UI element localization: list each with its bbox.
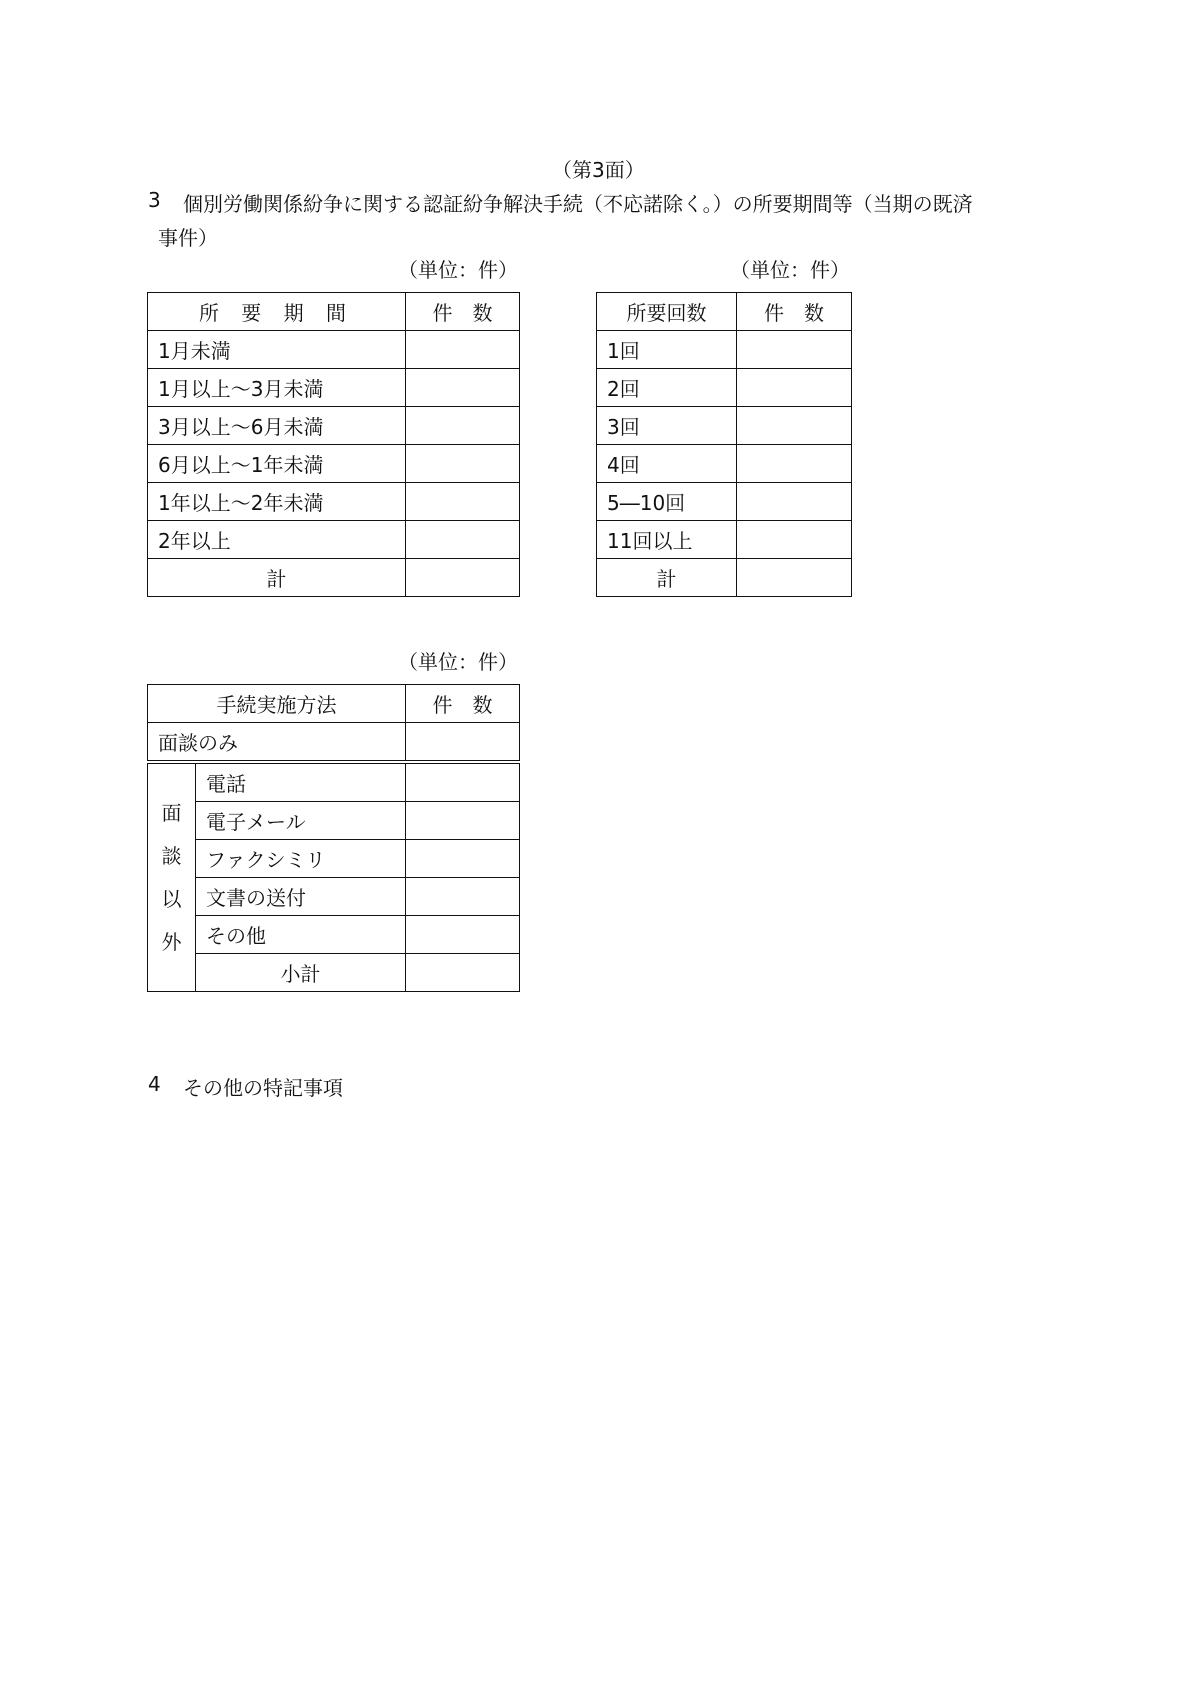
table-row-subtotal	[148, 954, 520, 992]
count-cell[interactable]	[737, 445, 852, 483]
table-row	[148, 723, 520, 763]
count-cell[interactable]	[406, 331, 520, 369]
non-interview-group-label	[148, 762, 196, 992]
section-4-number: 4	[148, 1072, 161, 1096]
period-label: 6月以上～1年未満	[148, 445, 406, 483]
unit-label-sessions: （単位：件）	[730, 258, 850, 282]
period-label: 1年以上～2年未満	[148, 483, 406, 521]
table-row	[148, 802, 520, 840]
table-row	[148, 840, 520, 878]
table-row	[148, 916, 520, 954]
table-row	[148, 369, 520, 407]
total-label: 計	[148, 559, 406, 597]
count-cell[interactable]	[406, 916, 520, 954]
method-label: 文書の送付	[196, 878, 406, 916]
unit-label-method: （単位：件）	[398, 650, 518, 674]
count-cell[interactable]	[406, 954, 520, 992]
table-row	[148, 878, 520, 916]
period-label: 1月以上～3月未満	[148, 369, 406, 407]
sessions-label: 1回	[597, 331, 737, 369]
table-row	[597, 331, 852, 369]
count-cell[interactable]	[406, 762, 520, 802]
subtotal-label: 小計	[196, 954, 406, 992]
section-3-title-line1: 個別労働関係紛争に関する認証紛争解決手続（不応諾除く。）の所要期間等（当期の既済	[183, 192, 973, 216]
count-cell[interactable]	[406, 369, 520, 407]
table-row-total	[597, 559, 852, 597]
period-table	[147, 292, 520, 597]
section-3-title-line2: 事件）	[158, 226, 218, 250]
group-char: 外	[161, 929, 182, 954]
table-row-total	[148, 559, 520, 597]
count-header: 件 数	[406, 293, 520, 331]
table-row	[148, 483, 520, 521]
count-cell[interactable]	[737, 521, 852, 559]
count-cell[interactable]	[737, 331, 852, 369]
period-label: 3月以上～6月未満	[148, 407, 406, 445]
unit-label-period: （単位：件）	[398, 258, 518, 282]
table-row	[148, 445, 520, 483]
sessions-label: 4回	[597, 445, 737, 483]
count-cell[interactable]	[737, 559, 852, 597]
method-label: 電子メール	[196, 802, 406, 840]
sessions-header: 所要回数	[597, 293, 737, 331]
count-cell[interactable]	[406, 559, 520, 597]
section-3-number: 3	[148, 188, 161, 212]
table-row	[597, 445, 852, 483]
period-label: 1月未満	[148, 331, 406, 369]
count-cell[interactable]	[737, 407, 852, 445]
count-cell[interactable]	[406, 723, 520, 763]
total-label: 計	[597, 559, 737, 597]
method-label: 電話	[196, 762, 406, 802]
count-cell[interactable]	[406, 483, 520, 521]
method-label: 面談のみ	[148, 723, 406, 763]
method-table	[147, 684, 520, 992]
method-label: ファクシミリ	[196, 840, 406, 878]
table-row	[597, 369, 852, 407]
count-cell[interactable]	[737, 369, 852, 407]
table-row	[148, 521, 520, 559]
sessions-label: 2回	[597, 369, 737, 407]
count-cell[interactable]	[406, 840, 520, 878]
table-row	[597, 407, 852, 445]
method-label: その他	[196, 916, 406, 954]
sessions-table	[596, 292, 852, 597]
section-4-title: その他の特記事項	[183, 1076, 343, 1100]
count-header: 件 数	[406, 685, 520, 723]
sessions-label: 11回以上	[597, 521, 737, 559]
sessions-label: 5―10回	[597, 483, 737, 521]
table-row	[148, 407, 520, 445]
period-label: 2年以上	[148, 521, 406, 559]
count-cell[interactable]	[406, 521, 520, 559]
count-cell[interactable]	[406, 802, 520, 840]
group-char: 談	[161, 843, 182, 868]
page-label: （第3面）	[552, 158, 645, 182]
count-cell[interactable]	[406, 445, 520, 483]
period-header: 所 要 期 間	[148, 293, 406, 331]
count-cell[interactable]	[406, 878, 520, 916]
group-char: 面	[161, 800, 182, 825]
table-row	[597, 521, 852, 559]
table-row	[148, 331, 520, 369]
group-char: 以	[161, 886, 182, 911]
table-row	[148, 762, 520, 802]
count-header: 件 数	[737, 293, 852, 331]
count-cell[interactable]	[406, 407, 520, 445]
method-header: 手続実施方法	[148, 685, 406, 723]
count-cell[interactable]	[737, 483, 852, 521]
sessions-label: 3回	[597, 407, 737, 445]
table-row	[597, 483, 852, 521]
